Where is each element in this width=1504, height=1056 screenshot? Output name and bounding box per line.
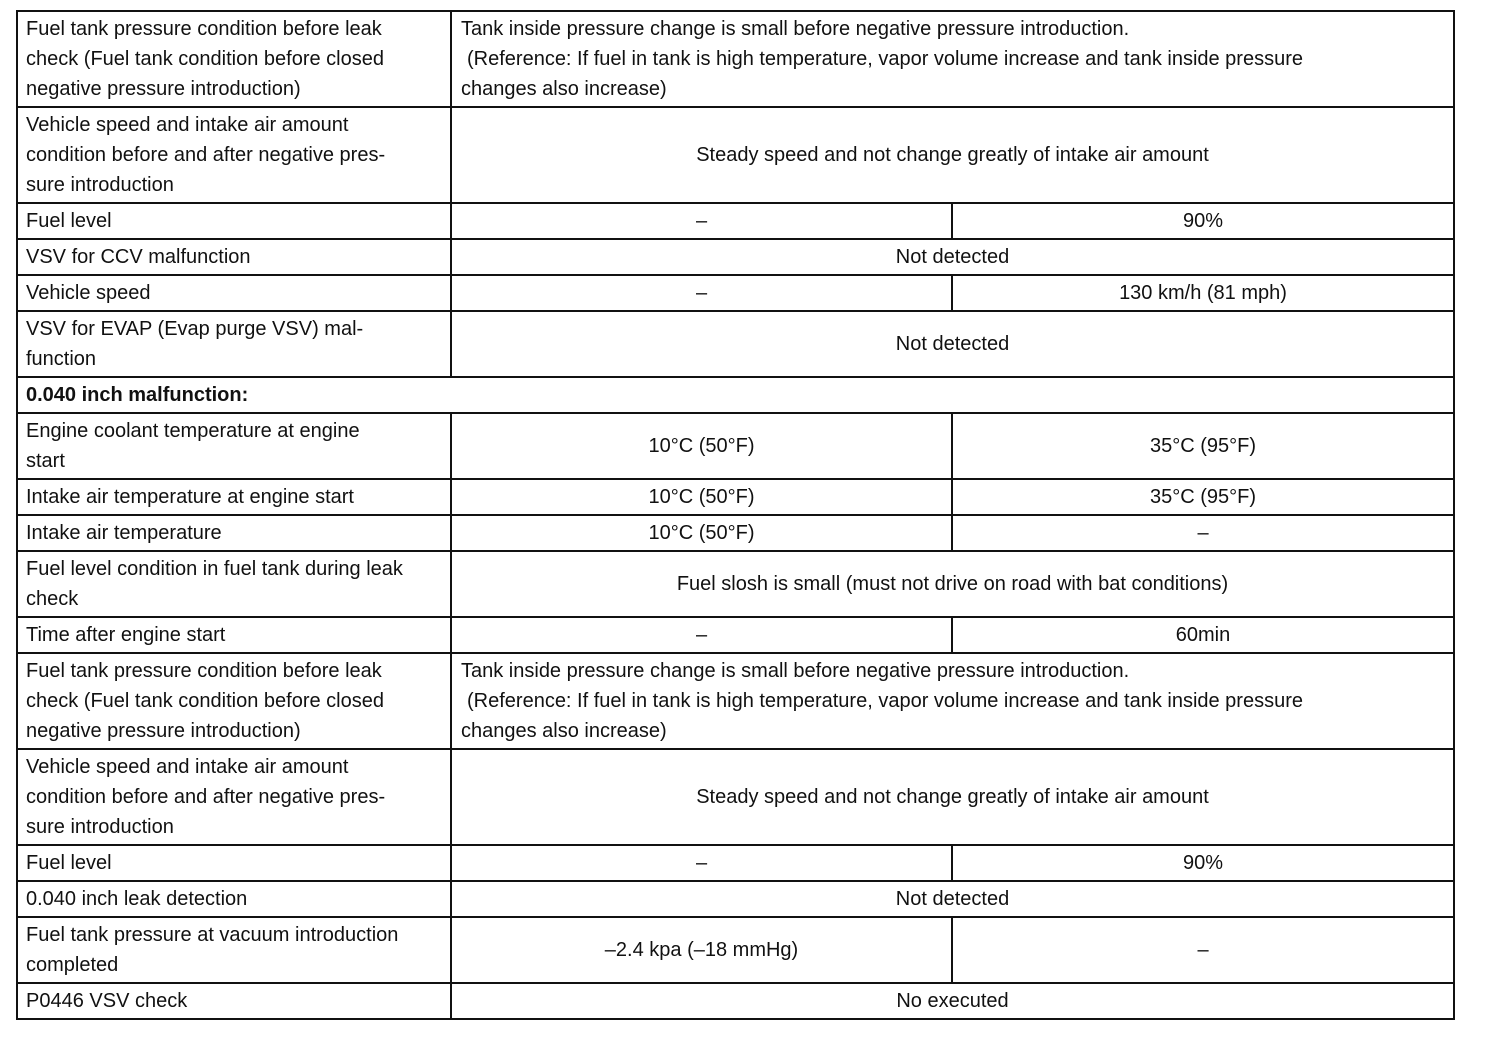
table-row [17, 479, 1454, 515]
condition-value-col2: 90% [952, 845, 1454, 881]
condition-label: Fuel tank pressure condition before leak check (Fuel tank condition before closed negative pressure introduction) [17, 11, 451, 107]
table-row [17, 881, 1454, 917]
condition-value-col2: – [952, 515, 1454, 551]
table-row [17, 203, 1454, 239]
condition-label: Fuel level condition in fuel tank during leak check [17, 551, 451, 617]
condition-value-col1: – [451, 845, 952, 881]
condition-label: Fuel level [17, 203, 451, 239]
condition-value: Not detected [451, 239, 1454, 275]
condition-value-col1: – [451, 275, 952, 311]
condition-value: Steady speed and not change greatly of intake air amount [451, 749, 1454, 845]
condition-value-col2: 130 km/h (81 mph) [952, 275, 1454, 311]
condition-value-col2: 35°C (95°F) [952, 413, 1454, 479]
table-row [17, 515, 1454, 551]
condition-label: Intake air temperature [17, 515, 451, 551]
condition-label: Vehicle speed [17, 275, 451, 311]
condition-label: Vehicle speed and intake air amount condition before and after negative pres- sure introduction [17, 107, 451, 203]
condition-value-col2: – [952, 917, 1454, 983]
table-row [17, 11, 1454, 107]
condition-value: Not detected [451, 311, 1454, 377]
condition-value: Fuel slosh is small (must not drive on road with bat conditions) [451, 551, 1454, 617]
condition-label: 0.040 inch leak detection [17, 881, 451, 917]
table-row [17, 917, 1454, 983]
condition-label: VSV for CCV malfunction [17, 239, 451, 275]
section-heading: 0.040 inch malfunction: [17, 377, 1454, 413]
condition-value-col1: –2.4 kpa (–18 mmHg) [451, 917, 952, 983]
condition-value-col2: 90% [952, 203, 1454, 239]
condition-label: Engine coolant temperature at engine start [17, 413, 451, 479]
condition-value: Not detected [451, 881, 1454, 917]
section-row [17, 377, 1454, 413]
table-row [17, 107, 1454, 203]
condition-label: Vehicle speed and intake air amount condition before and after negative pres- sure introduction [17, 749, 451, 845]
condition-note: Tank inside pressure change is small before negative pressure introduction. (Reference: If fuel in tank is high temperature, vapor volume increase and tank inside pressure changes also increase) [451, 11, 1454, 107]
condition-value-col1: – [451, 617, 952, 653]
condition-label: P0446 VSV check [17, 983, 451, 1019]
condition-label: Fuel tank pressure condition before leak check (Fuel tank condition before closed negative pressure introduction) [17, 653, 451, 749]
condition-value-col1: 10°C (50°F) [451, 515, 952, 551]
condition-value-col1: 10°C (50°F) [451, 479, 952, 515]
condition-value-col1: – [451, 203, 952, 239]
condition-value-col2: 60min [952, 617, 1454, 653]
condition-value: No executed [451, 983, 1454, 1019]
table-row [17, 845, 1454, 881]
table-row [17, 983, 1454, 1019]
condition-note: Tank inside pressure change is small before negative pressure introduction. (Reference: If fuel in tank is high temperature, vapor volume increase and tank inside pressure changes also increase) [451, 653, 1454, 749]
condition-label: VSV for EVAP (Evap purge VSV) mal- function [17, 311, 451, 377]
condition-label: Intake air temperature at engine start [17, 479, 451, 515]
condition-label: Fuel level [17, 845, 451, 881]
table-row [17, 653, 1454, 749]
table-row [17, 617, 1454, 653]
condition-label: Fuel tank pressure at vacuum introduction completed [17, 917, 451, 983]
condition-label: Time after engine start [17, 617, 451, 653]
condition-value: Steady speed and not change greatly of intake air amount [451, 107, 1454, 203]
table-row [17, 239, 1454, 275]
condition-value-col1: 10°C (50°F) [451, 413, 952, 479]
table-row [17, 551, 1454, 617]
diagnostic-conditions-table [16, 10, 1455, 1020]
table-row [17, 749, 1454, 845]
table-row [17, 275, 1454, 311]
table-row [17, 311, 1454, 377]
condition-value-col2: 35°C (95°F) [952, 479, 1454, 515]
table-row [17, 413, 1454, 479]
